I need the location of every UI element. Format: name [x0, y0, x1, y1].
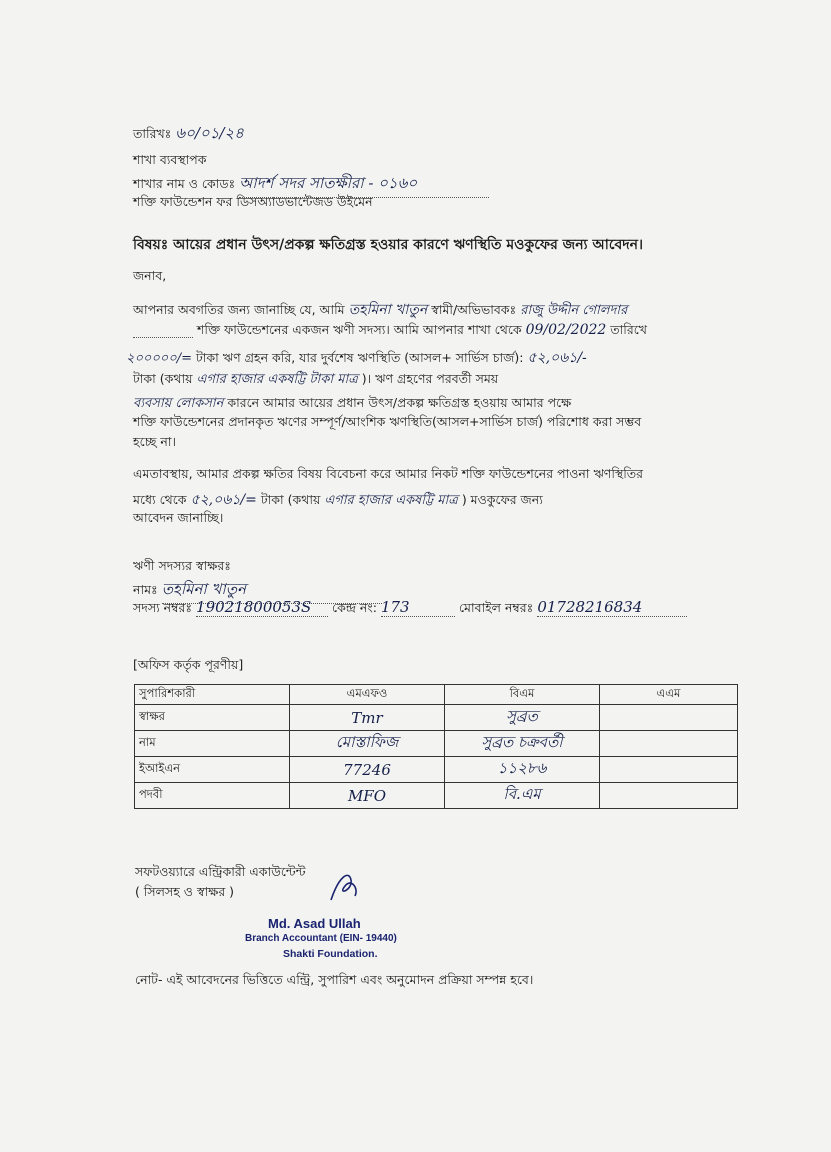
row-label: স্বাক্ষর	[135, 705, 290, 731]
bm-signature: সুব্রত	[445, 705, 600, 731]
center-label: কেন্দ্র নং:	[332, 600, 377, 615]
para2-line1: এমতাবস্থায়, আমার প্রকল্প ক্ষতির বিষয় বিবেচনা করে আমার নিকট শক্তি ফাউন্ডেশনের পাওনা ঋণস্থিতির	[133, 466, 644, 481]
reason-hw: ব্যবসায় লোকসান	[133, 396, 224, 411]
para2-text-c: টাকা (কথায়	[260, 492, 321, 507]
col-header: বিএম	[445, 685, 600, 705]
accountant-heading: সফটওয়্যারে এন্ট্রিকারী একাউন্টেন্ট	[135, 864, 306, 879]
guardian-hw: রাজু উদ্দীন গোলদার	[520, 303, 628, 318]
am-designation	[600, 783, 738, 809]
para1-line5	[133, 394, 571, 415]
bm-name: সুব্রত চক্রবর্তী	[445, 731, 600, 757]
table-header-row	[135, 685, 738, 705]
mfo-ein: 77246	[290, 757, 445, 783]
office-table	[134, 684, 738, 809]
para2-text-b: মধ্যে থেকে	[133, 492, 187, 507]
accountant-seal-note: ( সিলসহ ও স্বাক্ষর )	[135, 884, 235, 899]
para1-text-e: টাকা ঋণ গ্রহন করি, যার দুর্বশেষ ঋণস্থিতি (আসল+ সার্ভিস চার্জ):	[195, 350, 524, 365]
waive-amount-hw: ৫২,০৬১/=	[190, 492, 257, 508]
footer-note: নোট- এই আবেদনের ভিত্তিতে এন্ট্রি, সুপারিশ এবং অনুমোদন প্রক্রিয়া সম্পন্ন হবে।	[135, 972, 534, 987]
branch-value: আদর্শ সদর সাতক্ষীরা - ০১৬০	[239, 172, 489, 198]
para1-text-g: )। ঋণ গ্রহণের পরবর্তী সময়	[361, 371, 499, 386]
branch-label: শাখার নাম ও কোডঃ	[133, 176, 236, 191]
mfo-name: মোস্তাফিজ	[290, 731, 445, 757]
bm-ein: ১১২৮৬	[445, 757, 600, 783]
office-heading: [অফিস কর্তৃক পূরণীয়]	[133, 657, 244, 672]
member-details-row	[133, 598, 687, 620]
waive-words-hw: এগার হাজার একষট্টি মাত্র	[324, 493, 458, 508]
dots	[133, 322, 193, 338]
mobile-value: 01728216834	[537, 598, 687, 617]
para1-text-h: কারনে আমার আয়ের প্রধান উৎস/প্রকল্প ক্ষতিগ্রস্ত হওয়ায় আমার পক্ষে	[227, 395, 572, 410]
date-label: তারিখঃ	[133, 126, 172, 141]
am-ein	[600, 757, 738, 783]
table-row	[135, 705, 738, 731]
para2-line2	[133, 488, 543, 512]
balance-words-hw: এগার হাজার একষট্টি টাকা মাত্র	[196, 372, 358, 387]
mfo-signature: Tmr	[290, 705, 445, 731]
member-no-value: 19021800053S	[196, 598, 328, 617]
para1-text-d: তারিখে	[610, 322, 647, 337]
para1-line1	[133, 298, 627, 322]
mobile-label: মোবাইল নম্বরঃ	[458, 600, 534, 615]
table-row	[135, 757, 738, 783]
para1-line4	[133, 370, 498, 391]
table-row	[135, 731, 738, 757]
stamp-title: Branch Accountant (EIN- 19440)	[245, 933, 397, 944]
row-label: ইআইএন	[135, 757, 290, 783]
bm-designation: বি.এম	[445, 783, 600, 809]
subject: বিষয়ঃ আয়ের প্রধান উৎস/প্রকল্প ক্ষতিগ্রস্ত হওয়ার কারণে ঋণস্থিতি মওকুফের জন্য আবেদন।	[133, 237, 643, 253]
loan-amount-hw: ২০০০০০/=	[126, 351, 192, 366]
stamp-org: Shakti Foundation.	[283, 948, 378, 960]
stamp-name: Md. Asad Ullah	[268, 916, 361, 931]
para1-line2	[133, 322, 647, 342]
name-label: নামঃ	[133, 582, 158, 597]
col-header: এএম	[600, 685, 738, 705]
accountant-signature	[325, 866, 365, 906]
organization-name: শক্তি ফাউন্ডেশন ফর ডিসঅ্যাডভান্টেজড উইমেন	[133, 194, 373, 209]
para1-text-f: টাকা (কথায়	[133, 371, 193, 386]
para1-text-a: আপনার অবগতির জন্য জানাচ্ছি যে, আমি	[133, 302, 345, 317]
salutation: জনাব,	[133, 268, 167, 283]
center-value: 173	[381, 598, 455, 617]
para1-line3	[126, 346, 587, 370]
col-header: এমএফও	[290, 685, 445, 705]
recipient-title: শাখা ব্যবস্থাপক	[133, 152, 207, 167]
table-row	[135, 783, 738, 809]
date-value: ৬০/০১/২৪	[175, 124, 244, 142]
date-row	[133, 122, 244, 147]
member-signature-heading: ঋণী সদস্যর স্বাক্ষরঃ	[133, 558, 231, 573]
para1-line7: হচ্ছে না।	[133, 434, 176, 449]
am-name	[600, 731, 738, 757]
member-no-label: সদস্য নম্বরঃ	[133, 600, 193, 615]
member-name-value: তহমিনা খাতুন	[162, 578, 382, 604]
col-header: সুপারিশকারী	[135, 685, 290, 705]
member-name-hw: তহমিনা খাতুন	[348, 302, 428, 318]
row-label: পদবী	[135, 783, 290, 809]
para2-line3: আবেদন জানাচ্ছি।	[133, 510, 224, 525]
am-signature	[600, 705, 738, 731]
row-label: নাম	[135, 731, 290, 757]
para1-text-b: স্বামী/অভিভাবকঃ	[431, 302, 517, 317]
para1-line6: শক্তি ফাউন্ডেশনের প্রদানকৃত ঋণের সম্পূর্ণ/আংশিক ঋণস্থিতি(আসল+সার্ভিস চার্জ) পরিশোধ করা সম্ভব	[133, 414, 642, 429]
para1-text-c: শক্তি ফাউন্ডেশনের একজন ঋণী সদস্য। আমি আপনার শাখা থেকে	[196, 322, 522, 337]
loan-date-hw: 09/02/2022	[525, 322, 607, 338]
balance-hw: ৫২,০৬১/-	[527, 350, 587, 366]
para2-text-d: ) মওকুফের জন্য	[461, 492, 543, 507]
mfo-designation: MFO	[290, 783, 445, 809]
